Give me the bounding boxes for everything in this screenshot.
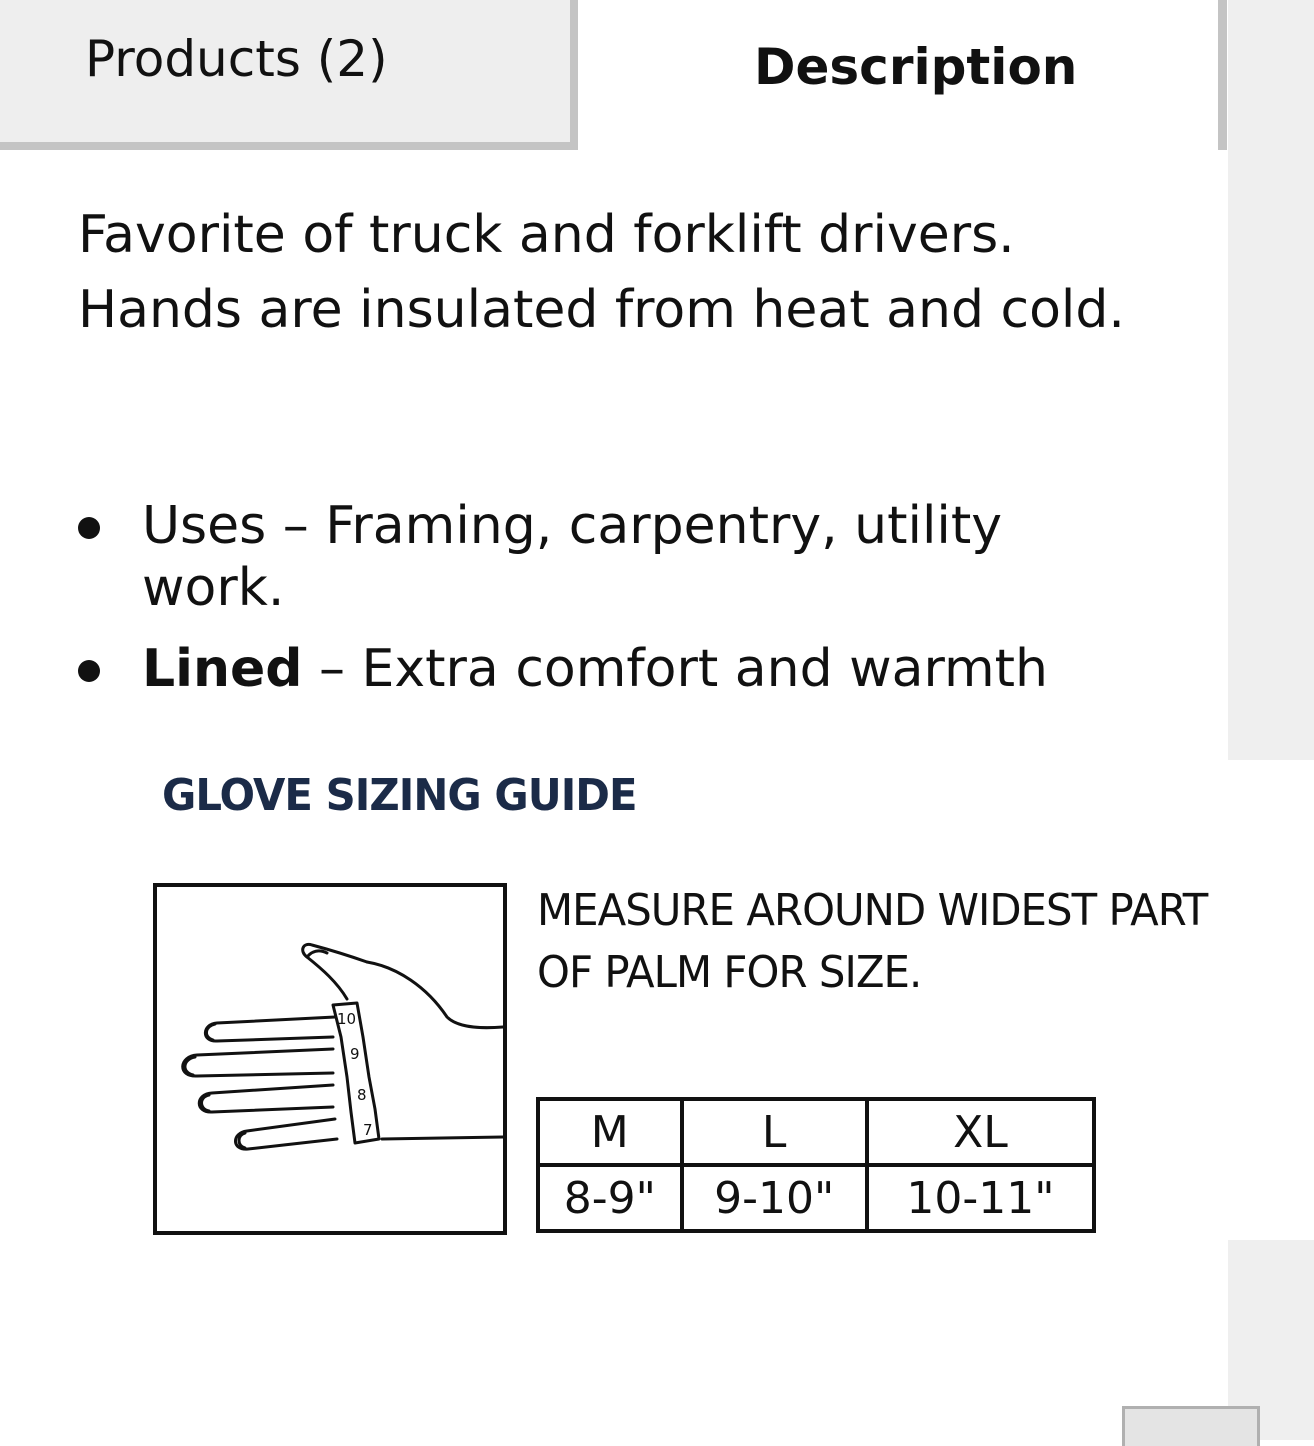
feature-text: – Extra comfort and warmth bbox=[302, 639, 1049, 699]
size-cell: XL bbox=[867, 1099, 1094, 1165]
hand-measuring-tape-icon bbox=[157, 887, 503, 1231]
range-cell: 10-11" bbox=[867, 1165, 1094, 1231]
feature-list bbox=[0, 495, 1228, 700]
tab-description-label: Description bbox=[754, 38, 1078, 96]
size-cell: L bbox=[682, 1099, 867, 1165]
range-cell: 8-9" bbox=[538, 1165, 682, 1231]
feature-item-lined bbox=[0, 638, 1228, 700]
range-row bbox=[538, 1165, 1094, 1231]
range-cell: 9-10" bbox=[682, 1165, 867, 1231]
tape-mark: 8 bbox=[357, 1086, 367, 1104]
right-gutter bbox=[1228, 0, 1314, 760]
size-row bbox=[538, 1099, 1094, 1165]
hand-illustration bbox=[153, 883, 507, 1235]
tab-products-label: Products (2) bbox=[85, 30, 388, 88]
tab-divider bbox=[1218, 0, 1227, 150]
feature-bold-label: Lined bbox=[142, 639, 303, 699]
tape-mark: 9 bbox=[350, 1045, 360, 1063]
sizing-guide-title: GLOVE SIZING GUIDE bbox=[162, 770, 637, 821]
tab-description[interactable] bbox=[578, 0, 1218, 150]
feature-text: Uses – Framing, carpentry, utility work. bbox=[142, 496, 1003, 618]
feature-item-uses bbox=[0, 495, 1042, 619]
measure-instructions: MEASURE AROUND WIDEST PART OF PALM FOR SIZE. bbox=[537, 885, 1208, 998]
size-cell: M bbox=[538, 1099, 682, 1165]
description-intro: Favorite of truck and forklift drivers. Hands are insulated from heat and cold. bbox=[78, 205, 1125, 340]
size-table bbox=[536, 1097, 1096, 1233]
tape-mark: 10 bbox=[337, 1010, 357, 1028]
tape-mark: 7 bbox=[363, 1121, 373, 1139]
scroll-to-top-button[interactable] bbox=[1122, 1406, 1260, 1446]
tab-products[interactable] bbox=[0, 0, 578, 150]
